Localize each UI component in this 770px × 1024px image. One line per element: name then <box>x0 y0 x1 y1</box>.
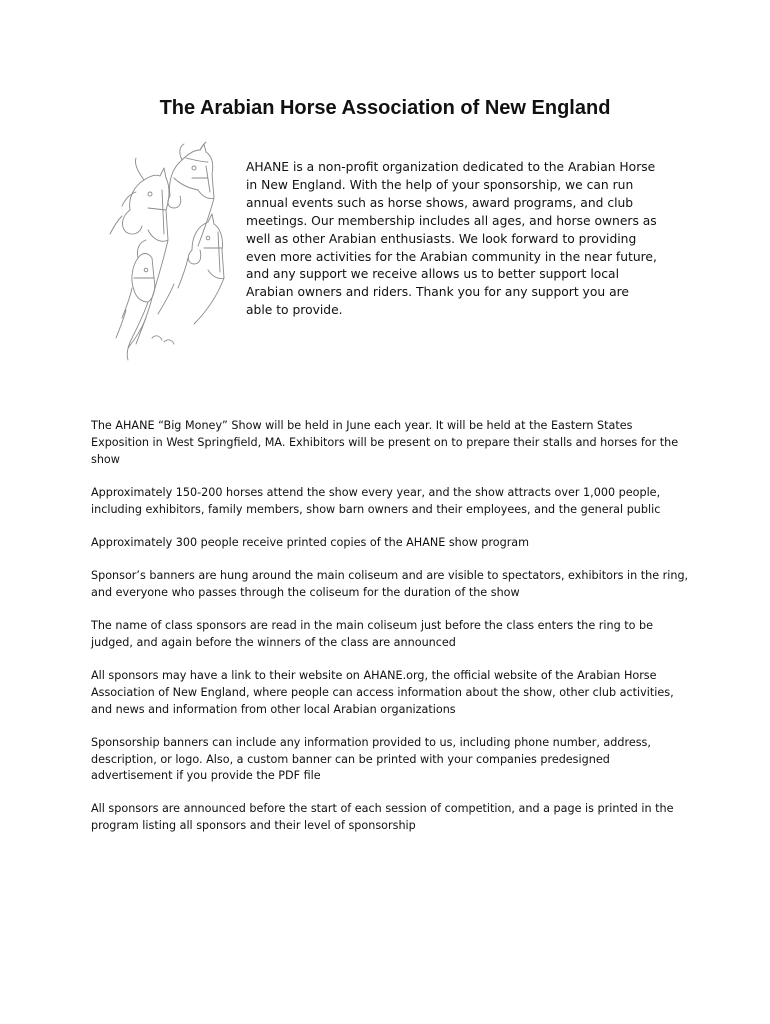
page-title: The Arabian Horse Association of New England <box>159 97 611 119</box>
paragraph-banners: Sponsor’s banners are hung around the main coliseum and are visible to spectators, exhibitors in the ring, and everyone who passes through the coliseum for the duration of the show <box>91 568 689 599</box>
paragraph-attendance: Approximately 150-200 horses attend the show every year, and the show attracts over 1,000 people, including exhibitors, family members, show barn owners and their employees, and the general public <box>91 485 661 516</box>
sponsorship-info <box>91 418 689 851</box>
paragraph-banner-content: Sponsorship banners can include any information provided to us, including phone number, address, description, or logo. Also, a custom banner can be printed with your companies predesigned advertisement if you provide the PDF file <box>91 735 651 783</box>
paragraph-program-copies: Approximately 300 people receive printed copies of the AHANE show program <box>91 535 530 549</box>
horse-sketch-icon <box>108 138 232 364</box>
paragraph-show-date: The AHANE “Big Money” Show will be held in June each year. It will be held at the Eastern States Exposition in West Springfield, MA. Exhibitors will be present on to prepare their stalls and horses for the show <box>91 419 679 466</box>
arabian-horse-illustration <box>108 138 232 364</box>
paragraph-website-link: All sponsors may have a link to their website on AHANE.org, the official website of the Arabian Horse Association of New England, where people can access information about the show, other club activities, and news and information from other local Arabian organizations <box>91 668 674 716</box>
paragraph-class-sponsors: The name of class sponsors are read in the main coliseum just before the class enters the ring to be judged, and again before the winners of the class are announced <box>91 618 654 649</box>
intro-paragraph: AHANE is a non-profit organization dedicated to the Arabian Horse in New England. With the help of your sponsorship, we can run annual events such as horse shows, award programs, and club meetings. Our membership includes all ages, and horse owners as well as other Arabian enthusiasts. We look forward to providing even more activities for the Arabian community in the near future, and any support we receive allows us to better support local Arabian owners and riders. Thank you for any support you are able to provide. <box>246 160 657 318</box>
paragraph-announcements: All sponsors are announced before the start of each session of competition, and a page is printed in the program listing all sponsors and their level of sponsorship <box>91 802 674 833</box>
